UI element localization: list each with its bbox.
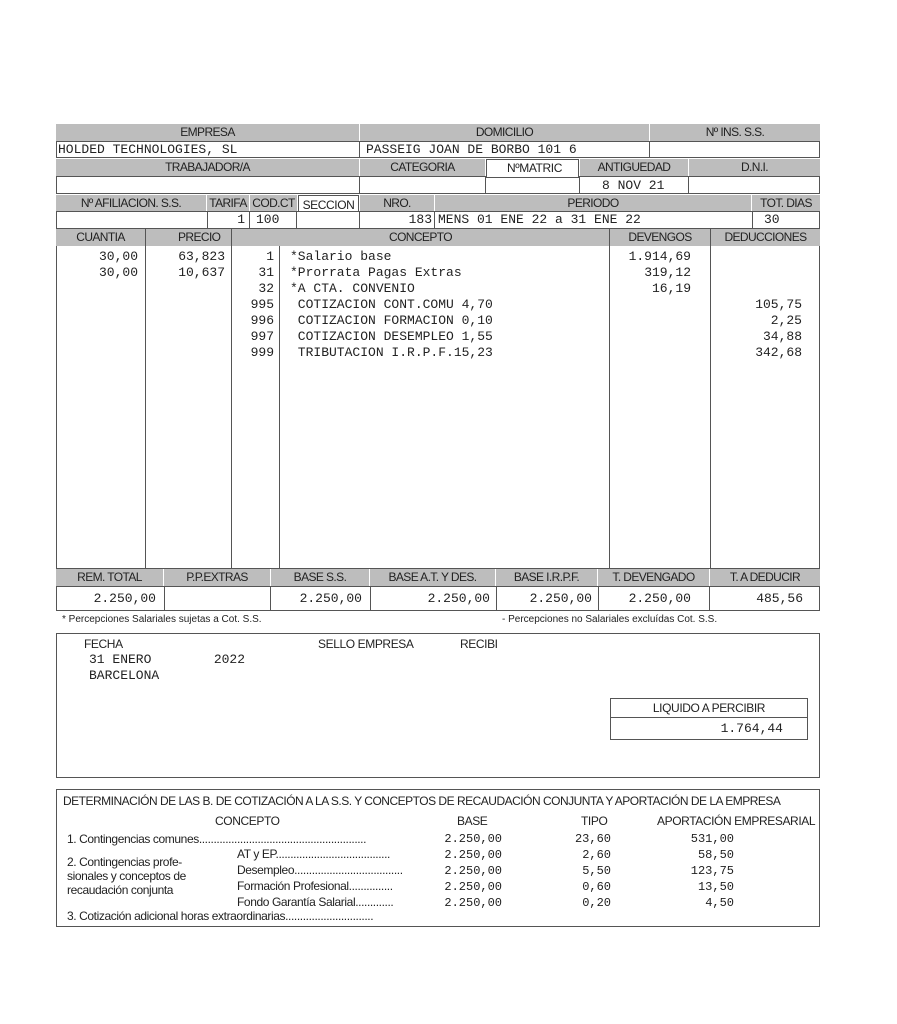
categoria-value-box [359, 176, 486, 194]
cuantia-cell: 30,00 [98, 249, 138, 264]
t-devengado-box [598, 586, 710, 611]
note-salariales: * Percepciones Salariales sujetas a Cot. S.S. [62, 614, 262, 625]
bases-concepto-label: CONCEPTO [215, 814, 280, 828]
liquido-box [610, 698, 808, 740]
bases-row [57, 880, 819, 895]
code-cell: 995 [250, 297, 274, 312]
antiguedad-value: 8 NOV 21 [602, 178, 665, 193]
t-devengado-value: 2.250,00 [628, 591, 691, 606]
sello-empresa-label: SELLO EMPRESA [318, 637, 414, 651]
seccion-value-box [296, 211, 360, 229]
bases-row [57, 864, 819, 879]
deduccion-cell: 342,68 [755, 345, 802, 360]
base-irpf-value: 2.250,00 [529, 591, 592, 606]
col-concepto-header: CONCEPTO [232, 229, 609, 246]
codct-value: 100 [256, 212, 280, 227]
empresa-name: HOLDED TECHNOLOGIES, SL [58, 142, 238, 157]
bases-base-cell: 2.250,00 [444, 864, 502, 878]
t-deducir-box [709, 586, 820, 611]
bases-tipo-cell: 5,50 [582, 864, 611, 878]
bases-aport-cell: 13,50 [697, 880, 734, 894]
seccion-label: SECCION [302, 198, 355, 212]
concepts-table [56, 229, 820, 569]
bases-tipo-cell: 23,60 [574, 832, 611, 846]
bases-extra-label: 3. Cotización adicional horas extraordinarias.............................. [67, 909, 374, 923]
tarifa-value-box [207, 211, 250, 229]
tarifa-label: TARIFA [207, 195, 249, 212]
deduccion-cell: 2,25 [770, 313, 802, 328]
recibi-label: RECIBI [460, 637, 498, 651]
col-devengos-header: DEVENGOS [610, 229, 710, 246]
base-ss-value: 2.250,00 [299, 591, 362, 606]
bases-aport-cell: 531,00 [690, 832, 734, 846]
deduccion-cell: 34,88 [762, 329, 802, 344]
col-deducciones-header: DEDUCCIONES [711, 229, 820, 246]
bases-group-label-1: 2. Contingencias profe- [67, 855, 182, 869]
tarifa-value: 1 [237, 212, 245, 227]
concepto-cell: COTIZACION FORMACION 0,10 [290, 313, 493, 328]
bases-tipo-label: TIPO [581, 814, 608, 828]
table-row [57, 313, 819, 329]
table-row [57, 297, 819, 313]
bases-aport-cell: 58,50 [697, 848, 734, 862]
code-cell: 997 [250, 329, 274, 344]
periodo-value: MENS 01 ENE 22 a 31 ENE 22 [438, 212, 641, 227]
nro-label: NRO. [360, 195, 434, 212]
bases-row-5-label: Fondo Garantía Salarial............. [237, 895, 394, 909]
code-cell: 996 [250, 313, 274, 328]
bases-title: DETERMINACIÓN DE LAS B. DE COTIZACIÓN A LA S.S. Y CONCEPTOS DE RECAUDACIÓN CONJUNTA Y APORTACIÓN DE LA EMPRESA [63, 794, 781, 808]
domicilio-value-box [359, 141, 650, 158]
dni-value-box [688, 176, 820, 194]
bases-group-label-2: sionales y conceptos de [67, 869, 186, 883]
base-irpf-box [496, 586, 599, 611]
table-row [57, 265, 819, 281]
concepto-cell: COTIZACION CONT.COMU 4,70 [290, 297, 493, 312]
precio-cell: 10,637 [178, 265, 225, 280]
bases-row-4-label: Formación Profesional............... [237, 879, 393, 893]
devengo-cell: 1.914,69 [628, 249, 691, 264]
rem-total-label: REM. TOTAL [56, 569, 163, 586]
fecha-value: 31 ENERO 2022 [89, 652, 246, 667]
antiguedad-label: ANTIGUEDAD [580, 159, 688, 176]
trabajador-label: TRABAJADOR/A [56, 159, 359, 176]
periodo-label: PERIODO [435, 195, 751, 212]
concepto-cell: *Salario base [290, 249, 392, 264]
bases-base-cell: 2.250,00 [444, 848, 502, 862]
fecha-label: FECHA [84, 637, 123, 651]
bases-row [57, 832, 819, 847]
nmatric-value-box [485, 177, 580, 194]
base-at-box [370, 586, 497, 611]
note-no-salariales: - Percepciones no Salariales excluídas Cot. S.S. [502, 614, 718, 625]
t-deducir-label: T. A DEDUCIR [710, 569, 820, 586]
bases-base-cell: 2.250,00 [444, 880, 502, 894]
cuantia-cell: 30,00 [98, 265, 138, 280]
base-at-label: BASE A.T. Y DES. [370, 569, 495, 586]
domicilio-label: DOMICILIO [360, 124, 649, 141]
trabajador-value-box [56, 176, 360, 194]
t-deducir-value: 485,56 [756, 591, 803, 606]
bases-block [56, 789, 820, 927]
base-ss-label: BASE S.S. [271, 569, 369, 586]
table-row [57, 329, 819, 345]
codct-label: COD.CT [250, 195, 297, 212]
col-cuantia-header: CUANTIA [56, 229, 145, 246]
concepto-cell: COTIZACION DESEMPLEO 1,55 [290, 329, 493, 344]
base-ss-box [270, 586, 371, 611]
t-devengado-label: T. DEVENGADO [598, 569, 709, 586]
concepto-cell: *Prorrata Pagas Extras [290, 265, 462, 280]
nro-value: 183 [408, 212, 432, 227]
periodo-value-box [434, 211, 753, 229]
nmatric-box [486, 159, 579, 178]
code-cell: 31 [258, 265, 274, 280]
ppextras-label: P.P.EXTRAS [164, 569, 270, 586]
code-cell: 32 [258, 281, 274, 296]
codct-value-box [249, 211, 297, 229]
base-at-value: 2.250,00 [427, 591, 490, 606]
deduccion-cell: 105,75 [755, 297, 802, 312]
afiliacion-value-box [56, 211, 208, 229]
nmatric-label: NºMATRIC [507, 161, 562, 175]
liquido-label: LIQUIDO A PERCIBIR [611, 699, 807, 718]
bases-row [57, 848, 819, 863]
concepto-cell: TRIBUTACION I.R.P.F.15,23 [290, 345, 493, 360]
bases-row [57, 896, 819, 911]
bases-tipo-cell: 0,20 [582, 896, 611, 910]
rem-total-box [56, 586, 165, 611]
totals-block [56, 569, 820, 612]
table-row [57, 249, 819, 265]
bases-group-label-3: recaudación conjunta [67, 883, 174, 897]
signature-block [56, 633, 820, 778]
empresa-value-box [56, 141, 360, 158]
categoria-label: CATEGORIA [360, 159, 485, 176]
precio-cell: 63,823 [178, 249, 225, 264]
dni-label: D.N.I. [689, 159, 820, 176]
code-cell: 1 [266, 249, 274, 264]
bases-row-2-label: AT y EP....................................... [237, 847, 390, 861]
col-precio-header: PRECIO [146, 229, 231, 246]
afiliacion-label: Nº AFILIACION. S.S. [56, 195, 206, 212]
ins-ss-label: Nº INS. S.S. [650, 124, 820, 141]
empresa-label: EMPRESA [56, 124, 359, 141]
totdias-value-box [752, 211, 820, 229]
bases-tipo-cell: 2,60 [582, 848, 611, 862]
bases-aport-cell: 4,50 [705, 896, 734, 910]
devengo-cell: 16,19 [651, 281, 691, 296]
domicilio-value: PASSEIG JOAN DE BORBO 101 6 [366, 142, 577, 157]
ppextras-box [164, 586, 271, 611]
bases-base-cell: 2.250,00 [444, 896, 502, 910]
totdias-value: 30 [764, 212, 780, 227]
bases-aportacion-label: APORTACIÓN EMPRESARIAL [657, 814, 816, 828]
liquido-value: 1.764,44 [720, 721, 783, 736]
table-row [57, 345, 819, 361]
bases-row-3-label: Desempleo..................................... [237, 863, 403, 877]
antiguedad-value-box [579, 176, 689, 194]
totdias-label: TOT. DIAS [752, 195, 820, 212]
code-cell: 999 [250, 345, 274, 360]
bases-aport-cell: 123,75 [690, 864, 734, 878]
rem-total-value: 2.250,00 [93, 591, 156, 606]
header-block [56, 124, 820, 229]
devengo-cell: 319,12 [644, 265, 691, 280]
base-irpf-label: BASE I.R.P.F. [496, 569, 597, 586]
bases-base-label: BASE [457, 814, 488, 828]
bases-row-1-label: 1. Contingencias comunes......................................................... [67, 832, 367, 846]
bases-base-cell: 2.250,00 [444, 832, 502, 846]
seccion-label-box [298, 195, 359, 212]
nro-value-box [359, 211, 435, 229]
bases-tipo-cell: 0,60 [582, 880, 611, 894]
concepto-cell: *A CTA. CONVENIO [290, 281, 415, 296]
ins-ss-value-box [649, 141, 820, 158]
lugar-value: BARCELONA [89, 668, 160, 683]
table-row [57, 281, 819, 297]
